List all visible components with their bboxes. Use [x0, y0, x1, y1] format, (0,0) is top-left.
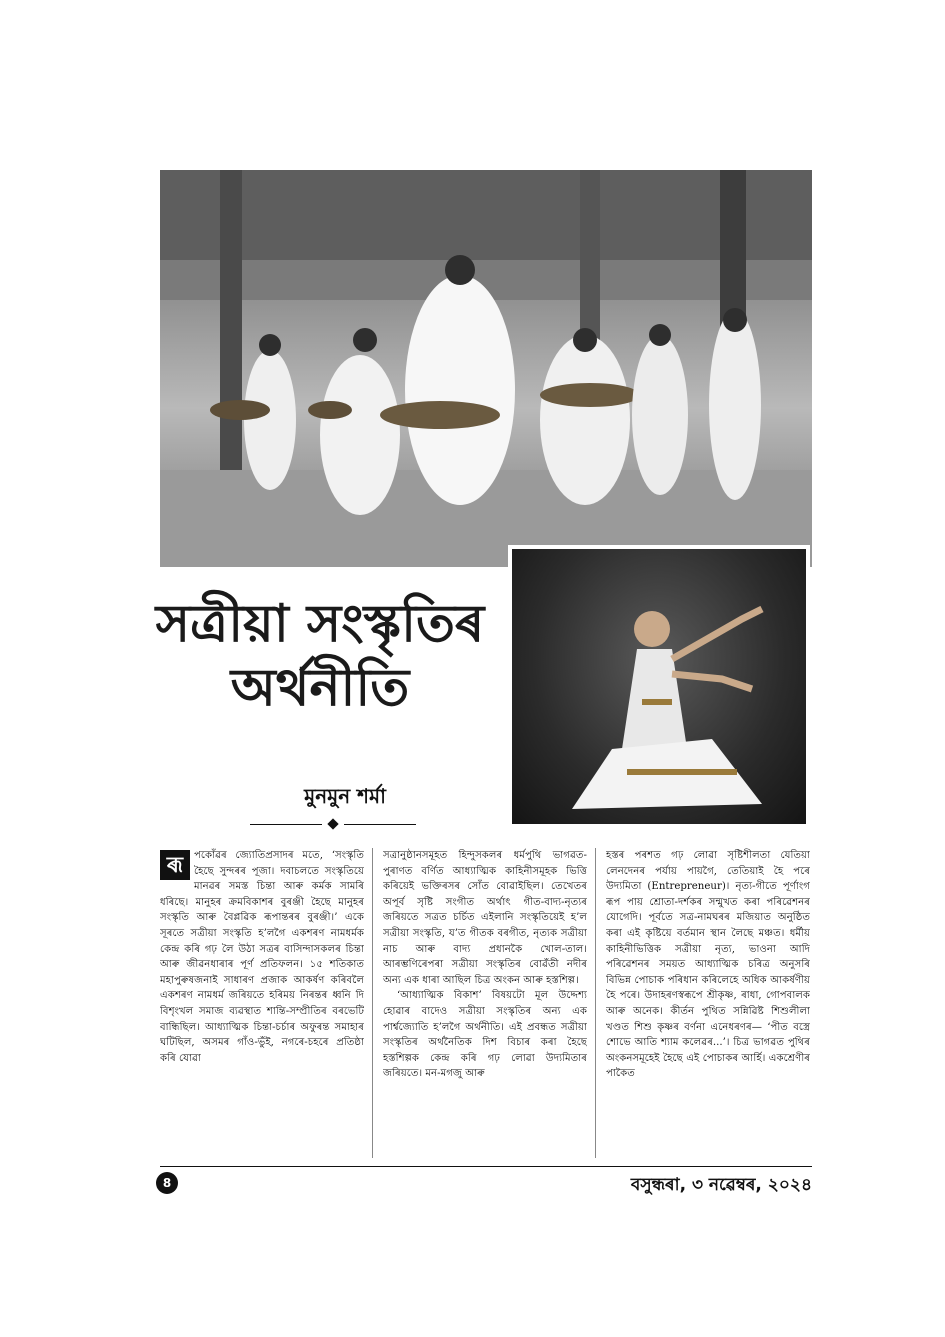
column-2-text: সত্ৰানুষ্ঠানসমূহত হিন্দুসকলৰ ধৰ্মপুথি ভাগৱত-পুৰাণত বৰ্ণিত আধ্যাত্মিক কাহিনীসমূহক ভিত্তি কৰিয়েই ভক্তিৰসৰ সোঁত বোৱাইছিল। তেখেতৰ অপূৰ্ব সৃষ্টি সংগীত অৰ্থাৎ গীত-বাদ্য-নৃত্যৰ জৰিয়তে সত্ৰত চৰ্চিত এইলানি সংস্কৃতিয়েই হ’ল সত্ৰীয়া সংস্কৃতি, য’ত গীতক বৰগীত, নৃত্যক সত্ৰীয়া নাচ আৰু বাদ্য প্ৰধানকৈ খোল-তাল। আৰম্ভণিৰেপৰা সত্ৰীয়া সংস্কৃতিৰ বোৱঁতী নদীৰ অন্য এক ধাৰা আছিল চিত্ৰ অংকন আৰু হস্তশিল্প।: [383, 850, 587, 986]
column-divider-2: [595, 848, 596, 1158]
page-number: 8: [156, 1172, 178, 1194]
column-2-text-b: ‘আধ্যাত্মিক বিকাশ’ বিষয়টো মূল উদ্দেশ্য হোৱাৰ বাদেও সত্ৰীয়া সংস্কৃতিৰ অন্য এক পাৰ্শ্বজ্যোতি হ’লগৈ অৰ্থনীতি। এই প্ৰবন্ধত সত্ৰীয়া সংস্কৃতিৰ অৰ্থনৈতিক দিশ বিচাৰ কৰা হৈছে হস্তশিল্পক কেন্দ্ৰ কৰি গঢ় লোৱা উদ্যমিতাৰ জৰিয়তে। মন-মগজু আৰু: [383, 990, 587, 1080]
dancer-illustration: [512, 549, 806, 824]
drop-cap: ৰূ: [160, 850, 190, 880]
headline-line-1: সত্ৰীয়া সংস্কৃতিৰ: [155, 594, 485, 654]
column-3-text: হস্তৰ পৰশত গঢ় লোৱা সৃষ্টিশীলতা যেতিয়া লেনদেনৰ পৰ্যায় পায়গৈ, তেতিয়াই হৈ পৰে উদ্যমিতা (Entrepreneur)। নৃত্য-গীতে পূৰ্ণাংগ ৰূপ পায় শ্ৰোতা-দৰ্শকৰ সন্মুখত কৰা পৰিৱেশনৰ যোগেদি। পূৰ্বতে সত্ৰ-নামঘৰৰ মজিয়াত অনুষ্ঠিত কৰা এই কৃষ্টিয়ে বৰ্তমান স্থান লৈছে মঞ্চত। ধৰ্মীয় কাহিনীভিত্তিক সত্ৰীয়া নৃত্য, ভাওনা আদি পৰিৱেশনৰ সময়ত আধ্যাত্মিক চৰিত্ৰ অনুসৰি বিভিন্ন পোচাক পৰিধান কৰিলেহে অধিক আকৰ্ষণীয় হৈ পৰে। উদাহৰণস্বৰূপে শ্ৰীকৃষ্ণ, ৰাধা, গোপবালক আৰু অনেক। কীৰ্তন পুথিত সন্নিৱিষ্ট শিশুলীলা খণ্ডত শিশু কৃষ্ণৰ বৰ্ণনা এনেধৰণৰ— ‘পীত বস্ত্ৰে শোভে আতি শ্যাম কলেৱৰ...’। চিত্ৰ ভাগৱত পুথিৰ অংকনসমূহেই হৈছে এই পোচাকৰ আৰ্হি। একশ্ৰেণীৰ পাকৈত: [606, 850, 810, 1080]
byline-diamond-ornament: [327, 818, 338, 829]
footer-rule: [160, 1166, 812, 1167]
author-byline: মুনমুন শৰ্মা: [304, 784, 386, 808]
satriya-dancers-photo: [160, 170, 812, 567]
solo-dancer-photo: [508, 545, 810, 828]
column-divider-1: [372, 848, 373, 1158]
article-column-1: [160, 848, 364, 1158]
headline-line-2: অৰ্থনীতি: [230, 658, 410, 718]
byline-rule-right: [344, 824, 416, 825]
publication-date: বসুন্ধৰা, ৩ নৱেম্বৰ, ২০২৪: [630, 1175, 812, 1195]
byline-rule-left: [250, 824, 322, 825]
photo-illustration: [160, 170, 812, 567]
article-column-2: [383, 848, 587, 1158]
article-headline: [140, 592, 500, 720]
article-column-3: [606, 848, 810, 1158]
column-1-text: পকোঁৱৰ জ্যোতিপ্ৰসাদৰ মতে, ‘সংস্কৃতি হৈছে সুন্দৰৰ পূজা। দবাচলতে সংস্কৃতিয়ে মানৱৰ সমস্ত চিন্তা আৰু কৰ্মক সামৰি ধৰিছে। মানুহৰ ক্ৰমবিকাশৰ বুৰঞ্জী হৈছে মানুহৰ সংস্কৃতি আৰু বৈপ্লৱিক ৰূপান্তৰৰ বুৰঞ্জী।’ একে সূৰতে সত্ৰীয়া সংস্কৃতি হ’লগৈ একশৰণ নামধৰ্মক কেন্দ্ৰ কৰি গঢ় লৈ উঠা সত্ৰৰ বাসিন্দাসকলৰ চিন্তা আৰু জীৱনধাৰাৰ পূৰ্ণ প্ৰতিফলন। ১৫ শতিকাত মহাপুৰুষজনাই সাধাৰণ প্ৰজাক আকৰ্ষণ কৰিবলৈ একশৰণ নামধৰ্ম জৰিয়তে হৰিময় নিৰন্তৰ ধ্বনি দি বিশৃংখল সমাজ ব্যৱস্থাত শান্তি-সম্প্ৰীতিৰ বৰভেটি বান্ধিছিল। আধ্যাত্মিক চিন্তা-চৰ্চাৰ অফুৰন্ত সমাহাৰ ঘটিছিল, অসমৰ গাঁও-ভুঁই, নগৰে-চহৰে প্ৰতিষ্ঠা কৰি যোৱা: [160, 850, 364, 1064]
